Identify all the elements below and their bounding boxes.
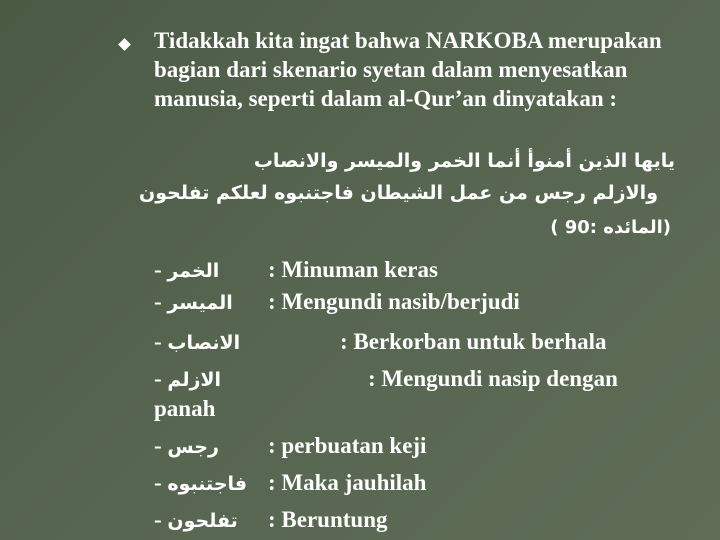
- term-row: [0, 255, 720, 285]
- term-row: [0, 364, 720, 394]
- term-meaning: : Beruntung: [268, 507, 388, 532]
- term-arabic: [154, 364, 221, 395]
- term-row: [0, 327, 720, 357]
- term-arabic: [154, 505, 238, 536]
- term-row: [0, 505, 720, 535]
- term-row: [0, 431, 720, 461]
- term-word: الخمر: [167, 260, 220, 282]
- term-dash: -: [154, 470, 168, 495]
- term-dash: -: [154, 257, 168, 282]
- term-row: [0, 468, 720, 498]
- term-meaning: : Maka jauhilah: [268, 470, 427, 495]
- term-arabic: [154, 431, 219, 462]
- term-arabic: [154, 255, 219, 286]
- term-continuation: panah: [154, 396, 216, 421]
- term-word: تفلحون: [167, 510, 238, 532]
- term-dash: -: [154, 329, 168, 354]
- term-dash: -: [154, 289, 168, 314]
- ayah-reference: (المائده :90 ): [550, 217, 671, 238]
- term-word: فاجتنبوه: [167, 473, 248, 495]
- ayah-line-1: يايها الذين أمنوأ أنما الخمر والميسر والانصاب: [253, 150, 675, 172]
- term-meaning: : Minuman keras: [268, 257, 438, 282]
- term-dash: -: [154, 433, 168, 458]
- term-arabic: [154, 468, 247, 499]
- term-dash: -: [154, 366, 168, 391]
- term-row: [0, 287, 720, 317]
- term-word: الانصاب: [167, 332, 241, 354]
- term-meaning: : Mengundi nasib/berjudi: [268, 289, 520, 314]
- term-word: الازلم: [167, 369, 222, 391]
- intro-paragraph: Tidakkah kita ingat bahwa NARKOBA merupakan bagian dari skenario syetan dalam menyesatkan manusia, seperti dalam al-Qur’an dinyatakan :: [154, 28, 662, 111]
- term-word: رجس: [167, 436, 219, 458]
- term-dash: -: [154, 507, 168, 532]
- term-meaning: : Berkorban untuk berhala: [340, 329, 607, 354]
- term-arabic: [154, 327, 240, 358]
- term-arabic: [154, 287, 233, 318]
- term-meaning: : Mengundi nasip dengan: [368, 366, 618, 391]
- term-meaning: : perbuatan keji: [268, 433, 427, 458]
- diamond-bullet-icon: [118, 38, 131, 51]
- term-word: الميسر: [167, 292, 233, 314]
- ayah-line-2: والازلم رجس من عمل الشيطان فاجتنبوه لعلكم تفلحون: [139, 182, 658, 204]
